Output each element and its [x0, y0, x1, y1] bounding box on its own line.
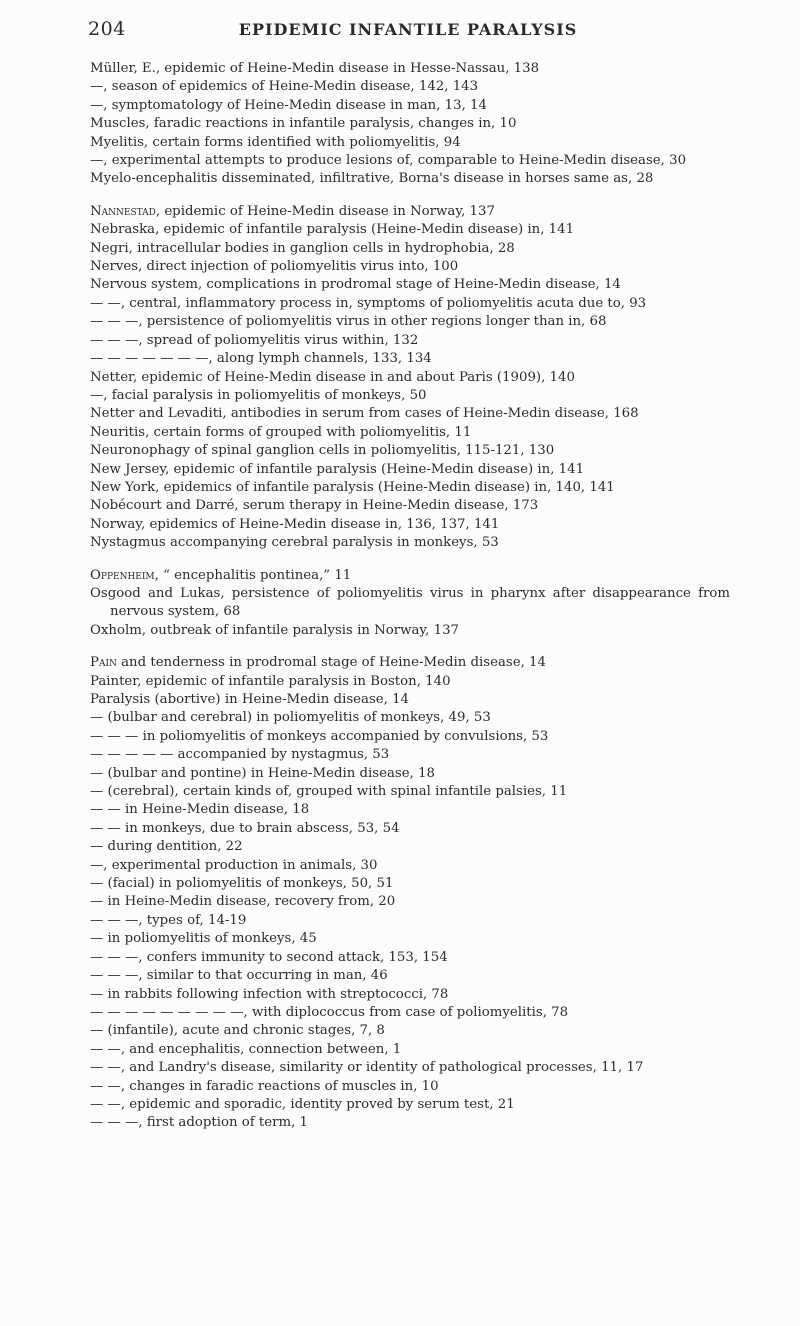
index-entry: — —, epidemic and sporadic, identity proved by serum test, 21 [90, 1096, 515, 1112]
index-entry: — — in monkeys, due to brain abscess, 53, 54 [90, 820, 400, 836]
index-entry: Nervous system, complications in prodromal stage of Heine-Medin disease, 14 [90, 277, 621, 293]
index-entry: —, experimental attempts to produce lesions of, comparable to Heine-Medin disease, 30 [90, 153, 687, 169]
index-section [90, 203, 730, 553]
section-gap [90, 553, 730, 567]
index-entry: — — —, spread of poliomyelitis virus within, 132 [90, 332, 419, 348]
index-entry: — (bulbar and pontine) in Heine-Medin disease, 18 [90, 765, 435, 781]
index-entry: — — — in poliomyelitis of monkeys accompanied by convulsions, 53 [90, 728, 549, 744]
index-body [90, 60, 730, 1133]
entry-lead-word: Nannestad [90, 203, 156, 219]
index-entry: —, symptomatology of Heine-Medin disease in man, 13, 14 [90, 97, 487, 113]
index-entry: Myelitis, certain forms identified with poliomyelitis, 94 [90, 134, 461, 150]
index-entry: New Jersey, epidemic of infantile paralysis (Heine-Medin disease) in, 141 [90, 461, 585, 477]
index-entry: —, facial paralysis in poliomyelitis of monkeys, 50 [90, 387, 427, 403]
index-entry: — —, and encephalitis, connection between, 1 [90, 1041, 402, 1057]
index-entry: — — —, first adoption of term, 1 [90, 1115, 309, 1131]
section-gap [90, 640, 730, 654]
index-entry: — (infantile), acute and chronic stages, 7, 8 [90, 1023, 385, 1039]
index-entry: Neuritis, certain forms of grouped with poliomyelitis, 11 [90, 424, 472, 440]
index-entry: — — in Heine-Medin disease, 18 [90, 802, 310, 818]
index-entry: Nerves, direct injection of poliomyelitis virus into, 100 [90, 259, 459, 275]
index-entry: — in rabbits following infection with streptococci, 78 [90, 986, 449, 1002]
index-entry: — — —, persistence of poliomyelitis virus in other regions longer than in, 68 [90, 314, 607, 330]
index-section [90, 654, 730, 1133]
index-entry: New York, epidemics of infantile paralysis (Heine-Medin disease) in, 140, 141 [90, 479, 615, 495]
index-entry: — —, central, inflammatory process in, symptoms of poliomyelitis acuta due to, 93 [90, 295, 647, 311]
index-entry: Oxholm, outbreak of infantile paralysis in Norway, 137 [90, 622, 460, 638]
index-entry: Osgood and Lukas, persistence of poliomyelitis virus in pharynx after disappearance from nervous system, 68 [90, 585, 730, 620]
index-entry: Negri, intracellular bodies in ganglion cells in hydrophobia, 28 [90, 240, 515, 256]
index-entry: — (bulbar and cerebral) in poliomyelitis of monkeys, 49, 53 [90, 710, 491, 726]
index-entry: — — — — — — — — —, with diplococcus from case of poliomyelitis, 78 [90, 1004, 569, 1020]
index-entry: —, experimental production in animals, 30 [90, 857, 378, 873]
entry-lead-word: Oppenheim [90, 567, 155, 583]
index-entry: Neuronophagy of spinal ganglion cells in poliomyelitis, 115-121, 130 [90, 443, 555, 459]
index-entry: — — — — — — —, along lymph channels, 133, 134 [90, 351, 432, 367]
index-entry: Nannestad, epidemic of Heine-Medin disease in Norway, 137 [90, 203, 495, 219]
index-entry: Nobécourt and Darré, serum therapy in Heine-Medin disease, 173 [90, 498, 539, 514]
index-entry: — in poliomyelitis of monkeys, 45 [90, 931, 317, 947]
running-title: EPIDEMIC INFANTILE PARALYSIS [238, 20, 578, 39]
index-entry: Pain and tenderness in prodromal stage of Heine-Medin disease, 14 [90, 655, 546, 671]
index-entry: — — — — — accompanied by nystagmus, 53 [90, 747, 390, 763]
index-entry: Muscles, faradic reactions in infantile paralysis, changes in, 10 [90, 116, 517, 132]
index-entry: — — —, similar to that occurring in man, 46 [90, 968, 388, 984]
index-entry: Oppenheim, “ encephalitis pontinea,” 11 [90, 567, 352, 583]
index-entry: — during dentition, 22 [90, 839, 243, 855]
index-entry: — (cerebral), certain kinds of, grouped with spinal infantile palsies, 11 [90, 784, 568, 800]
index-entry: — —, changes in faradic reactions of muscles in, 10 [90, 1078, 439, 1094]
index-section [90, 567, 730, 641]
index-entry: Netter, epidemic of Heine-Medin disease in and about Paris (1909), 140 [90, 369, 575, 385]
page-number: 204 [88, 18, 126, 40]
index-entry: — — —, confers immunity to second attack, 153, 154 [90, 949, 448, 965]
entry-lead-word: Pain [90, 655, 117, 671]
index-entry: Painter, epidemic of infantile paralysis in Boston, 140 [90, 673, 451, 689]
index-entry: — —, and Landry's disease, similarity or identity of pathological processes, 11, 17 [90, 1060, 644, 1076]
index-entry: —, season of epidemics of Heine-Medin disease, 142, 143 [90, 79, 479, 95]
index-entry: Netter and Levaditi, antibodies in serum from cases of Heine-Medin disease, 168 [90, 406, 639, 422]
page-header [88, 18, 728, 48]
index-entry: Myelo-encephalitis disseminated, infiltrative, Borna's disease in horses same as, 28 [90, 171, 654, 187]
index-entry: Nystagmus accompanying cerebral paralysis in monkeys, 53 [90, 535, 499, 551]
index-entry: — (facial) in poliomyelitis of monkeys, 50, 51 [90, 876, 394, 892]
index-entry: Norway, epidemics of Heine-Medin disease in, 136, 137, 141 [90, 516, 500, 532]
index-section [90, 60, 730, 189]
index-entry: Nebraska, epidemic of infantile paralysis (Heine-Medin disease) in, 141 [90, 222, 575, 238]
index-entry: — — —, types of, 14-19 [90, 912, 247, 928]
index-entry: — in Heine-Medin disease, recovery from, 20 [90, 894, 396, 910]
index-entry: Müller, E., epidemic of Heine-Medin disease in Hesse-Nassau, 138 [90, 61, 540, 76]
section-gap [90, 189, 730, 203]
index-entry: Paralysis (abortive) in Heine-Medin disease, 14 [90, 692, 410, 707]
